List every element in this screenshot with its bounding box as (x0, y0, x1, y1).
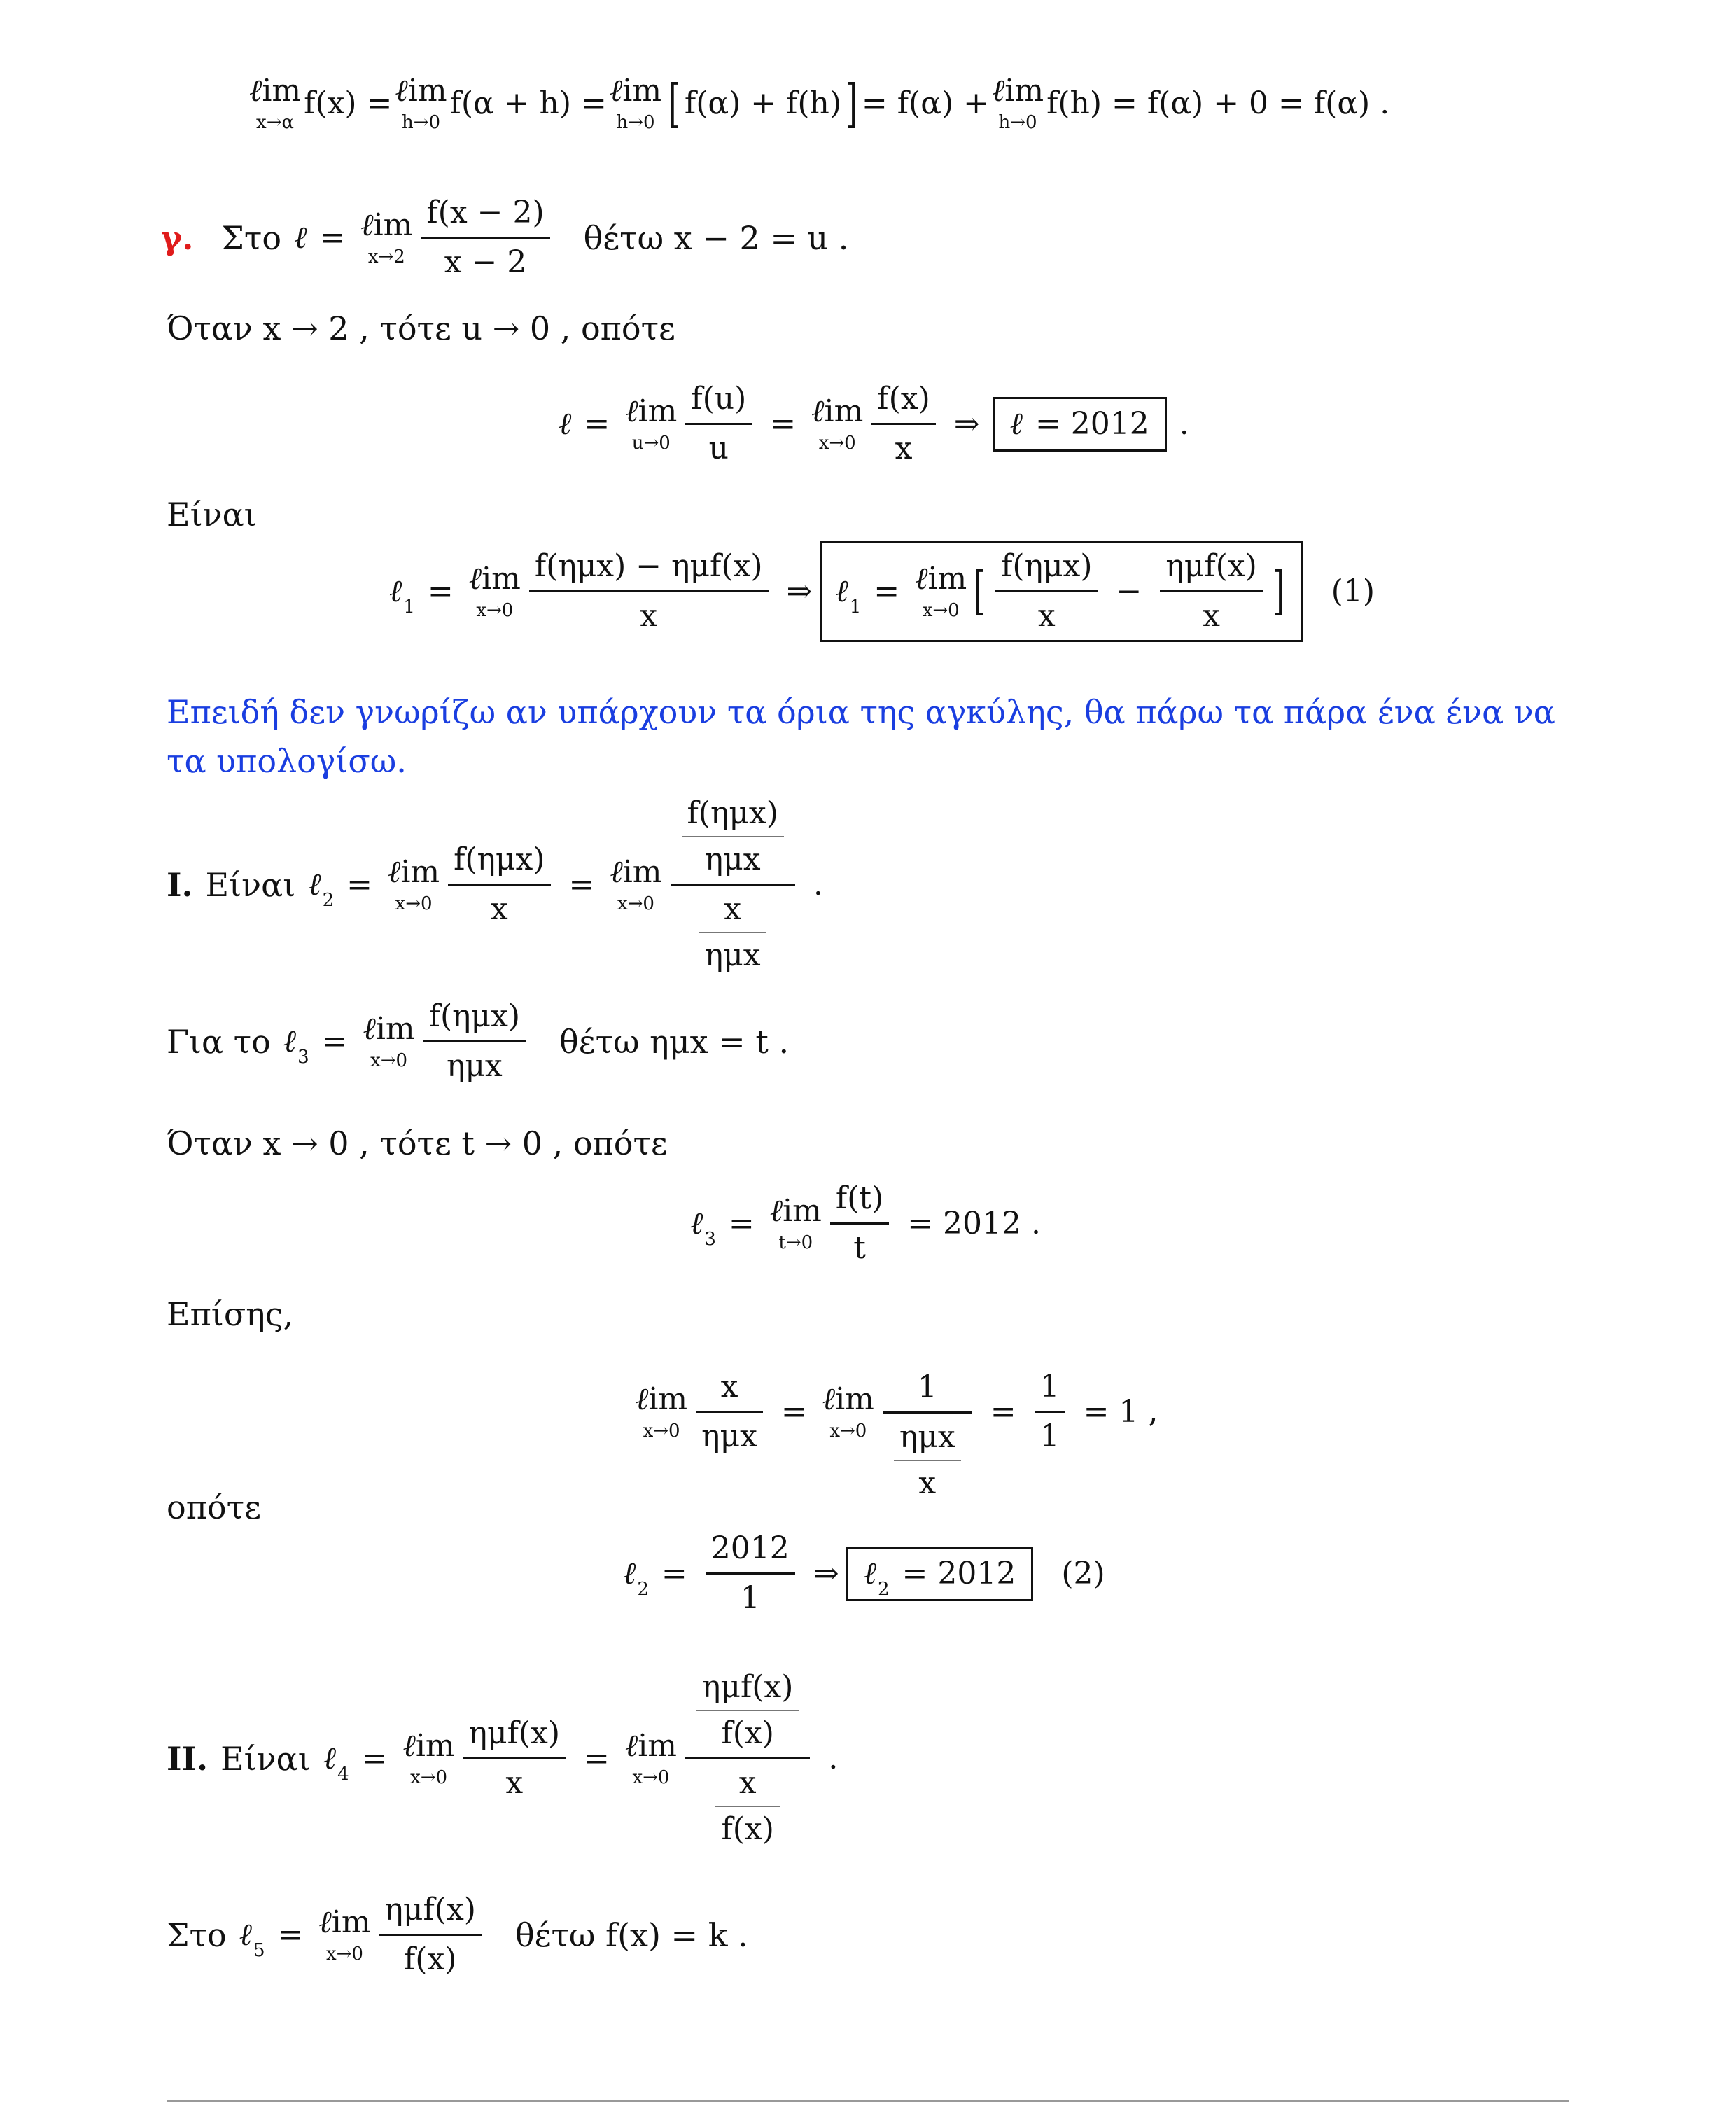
lead-text: Είναι (205, 865, 296, 904)
compound-fraction: $\frac{\frac{\text{ημf(x)}}{f(x)}}{\frac{x}{f(x)}}$ (685, 1672, 810, 1845)
ell-symbol: ℓ (283, 1023, 297, 1059)
fraction: $\frac{\text{f(ημx)}}{x}$ (995, 551, 1098, 632)
left-bracket: [ (668, 73, 681, 134)
eq-part: f(h) = f(α) + 0 = f(α) . (1046, 85, 1390, 121)
implies-arrow: ⇒ (786, 573, 813, 609)
limit-operator: ℓim x→α (249, 73, 302, 133)
ell-symbol: ℓ (294, 219, 307, 256)
implies-arrow: ⇒ (813, 1555, 839, 1591)
eq-part: f(x) = (304, 85, 393, 121)
subscript: 5 (253, 1939, 265, 1961)
fraction: $\frac{\text{f(ημx) − ημf(x)}}{x}$ (529, 551, 769, 632)
tail-text: = 1 , (1083, 1393, 1158, 1430)
subscript: 2 (322, 889, 335, 911)
ell-symbol: ℓ (239, 1916, 252, 1953)
lead-text: Για το (167, 1022, 271, 1061)
section-I (167, 795, 823, 973)
equals: = (568, 866, 595, 902)
opote-text: οπότε (167, 1488, 261, 1526)
equals: = (584, 405, 610, 442)
fraction: $\frac{x}{\text{ημx}}$ (696, 1372, 763, 1452)
section-label: γ. (161, 218, 194, 257)
fraction: $\frac{f(x)}{x}$ (872, 384, 935, 464)
left-bracket: [ (974, 561, 986, 622)
equals: = (770, 405, 797, 442)
text-line (167, 1124, 668, 1162)
text-line (167, 309, 676, 347)
period: . (828, 1740, 839, 1776)
text-line (167, 496, 257, 534)
ell-symbol: ℓ (323, 1740, 337, 1776)
equals: = (346, 866, 372, 902)
equation-tag: (2) (1061, 1555, 1105, 1591)
equals: = (427, 573, 454, 609)
limit-operator: ℓim x→0 (387, 853, 440, 914)
period: . (1179, 405, 1189, 442)
limit-operator: ℓim x→0 (811, 393, 864, 454)
compound-fraction: $\frac{1}{\frac{\text{ημx}}{x}}$ (883, 1372, 972, 1499)
episis-text: Επίσης, (167, 1295, 294, 1333)
subscript: 3 (704, 1228, 716, 1250)
fraction: $\frac{1}{1}$ (1035, 1372, 1065, 1452)
eq-ratio (633, 1348, 1158, 1501)
compound-fraction: $\frac{\frac{\text{f(ημx)}}{\text{ημx}}}{\frac{x}{\text{ημx}}}$ (671, 798, 795, 971)
text-line (167, 1295, 293, 1333)
fraction: $\frac{\text{ημf(x)}}{x}$ (1160, 551, 1262, 632)
fraction: $\frac{f(u)}{u}$ (685, 384, 752, 464)
eq-ell3 (690, 1180, 1041, 1266)
tail-text: θέτω x − 2 = u . (583, 218, 849, 257)
implies-arrow: ⇒ (953, 405, 980, 442)
subscript: 4 (337, 1763, 349, 1785)
lead-text: Στο (167, 1916, 227, 1954)
tail-text: = 2012 . (907, 1205, 1041, 1241)
limit-operator: ℓim h→0 (609, 73, 662, 133)
lead-text: Στο (221, 218, 282, 257)
period: . (813, 866, 823, 902)
equation-tag: (1) (1331, 573, 1375, 609)
limit-operator: ℓim x→0 (402, 1727, 455, 1788)
equals: = (319, 219, 346, 256)
note-line-2 (167, 742, 407, 780)
equals: = (780, 1393, 807, 1430)
subscript: 2 (637, 1578, 649, 1600)
section-II (167, 1669, 839, 1847)
equals: = (584, 1740, 610, 1776)
right-bracket: ] (845, 73, 858, 134)
fraction: $\frac{\text{ημf(x)}}{x}$ (463, 1718, 566, 1799)
limit-operator: ℓim x→0 (318, 1904, 371, 1965)
section-gamma (161, 197, 848, 278)
equals: = (728, 1205, 755, 1241)
ell-symbol: ℓ (559, 405, 572, 442)
limit-operator: ℓim x→0 (636, 1381, 688, 1442)
equals: = (361, 1740, 388, 1776)
fraction: $\frac{f(t)}{t}$ (830, 1183, 889, 1264)
tail-text: θέτω f(x) = k . (514, 1916, 748, 1954)
limit-operator: ℓim x→0 (822, 1381, 874, 1442)
ell-symbol: ℓ (308, 866, 321, 902)
lead-text: Είναι (220, 1739, 311, 1778)
equals: = (321, 1023, 348, 1059)
limit-operator: ℓim t→0 (769, 1192, 822, 1253)
eq-continuity (246, 73, 1390, 134)
equals: = (277, 1916, 304, 1953)
tail-text: θέτω ημx = t . (559, 1022, 790, 1061)
text-line (167, 1488, 261, 1526)
line-sto-ell5 (167, 1892, 748, 1977)
otan-text: Όταν x → 2 , τότε u → 0 , οπότε (167, 309, 676, 347)
einai-text: Είναι (167, 496, 257, 534)
fraction: $\frac{\text{ημf(x)}}{f(x)}$ (379, 1895, 482, 1975)
equals: = (661, 1555, 687, 1591)
eq-part: f(α) + f(h) (684, 85, 842, 121)
limit-operator: ℓim x→0 (468, 560, 521, 621)
line-gia-to (167, 998, 790, 1084)
fraction: $\frac{\text{f(ημx)}}{\text{ημx}}$ (424, 1001, 526, 1082)
ell-symbol: ℓ (690, 1205, 704, 1241)
eq-ell1 (389, 541, 1375, 642)
boxed-result: ℓ = 2012 (993, 397, 1167, 452)
otan-text: Όταν x → 0 , τότε t → 0 , οπότε (167, 1124, 668, 1162)
note-text: τα υπολογίσω. (167, 742, 407, 780)
limit-operator: ℓim u→0 (625, 393, 678, 454)
right-bracket: ] (1272, 561, 1284, 622)
fraction: $\frac{2012}{1}$ (706, 1533, 795, 1614)
limit-operator: ℓim h→0 (991, 73, 1044, 133)
limit-operator: ℓim x→2 (360, 207, 413, 267)
note-text: Επειδή δεν γνωρίζω αν υπάρχουν τα όρια της αγκύλης, θα πάρω τα πάρα ένα ένα να (167, 693, 1555, 731)
boxed-result: ℓ 1 = ℓim x→0 [ $\frac{\text{f(ημx)}}{x}$ − $\frac{\text{ημf(x)}}{x}$ ] (820, 541, 1303, 642)
eq-ell2 (623, 1530, 1105, 1616)
eq-ell-result (559, 381, 1189, 466)
limit-operator: ℓim h→0 (395, 73, 447, 133)
fraction: $\frac{\text{f(ημx)}}{x}$ (448, 844, 550, 925)
ell-symbol: ℓ (389, 573, 402, 609)
eq-part: = f(α) + (861, 85, 989, 121)
limit-operator: ℓim x→0 (624, 1727, 678, 1788)
section-label: II. (167, 1739, 209, 1778)
footer-rule (167, 2100, 1569, 2102)
eq-part: f(α + h) = (449, 85, 607, 121)
fraction: $\frac{f(x - 2)}{x - 2}$ (421, 197, 550, 278)
limit-operator: ℓim x→0 (363, 1010, 415, 1071)
subscript: 1 (403, 596, 415, 618)
limit-operator: ℓim x→0 (610, 853, 662, 914)
ell-symbol: ℓ (623, 1555, 636, 1591)
section-label: I. (167, 865, 193, 904)
boxed-result: ℓ 2 = 2012 (846, 1547, 1034, 1601)
equals: = (990, 1393, 1016, 1430)
note-line-1 (167, 693, 1555, 731)
subscript: 3 (298, 1046, 309, 1068)
